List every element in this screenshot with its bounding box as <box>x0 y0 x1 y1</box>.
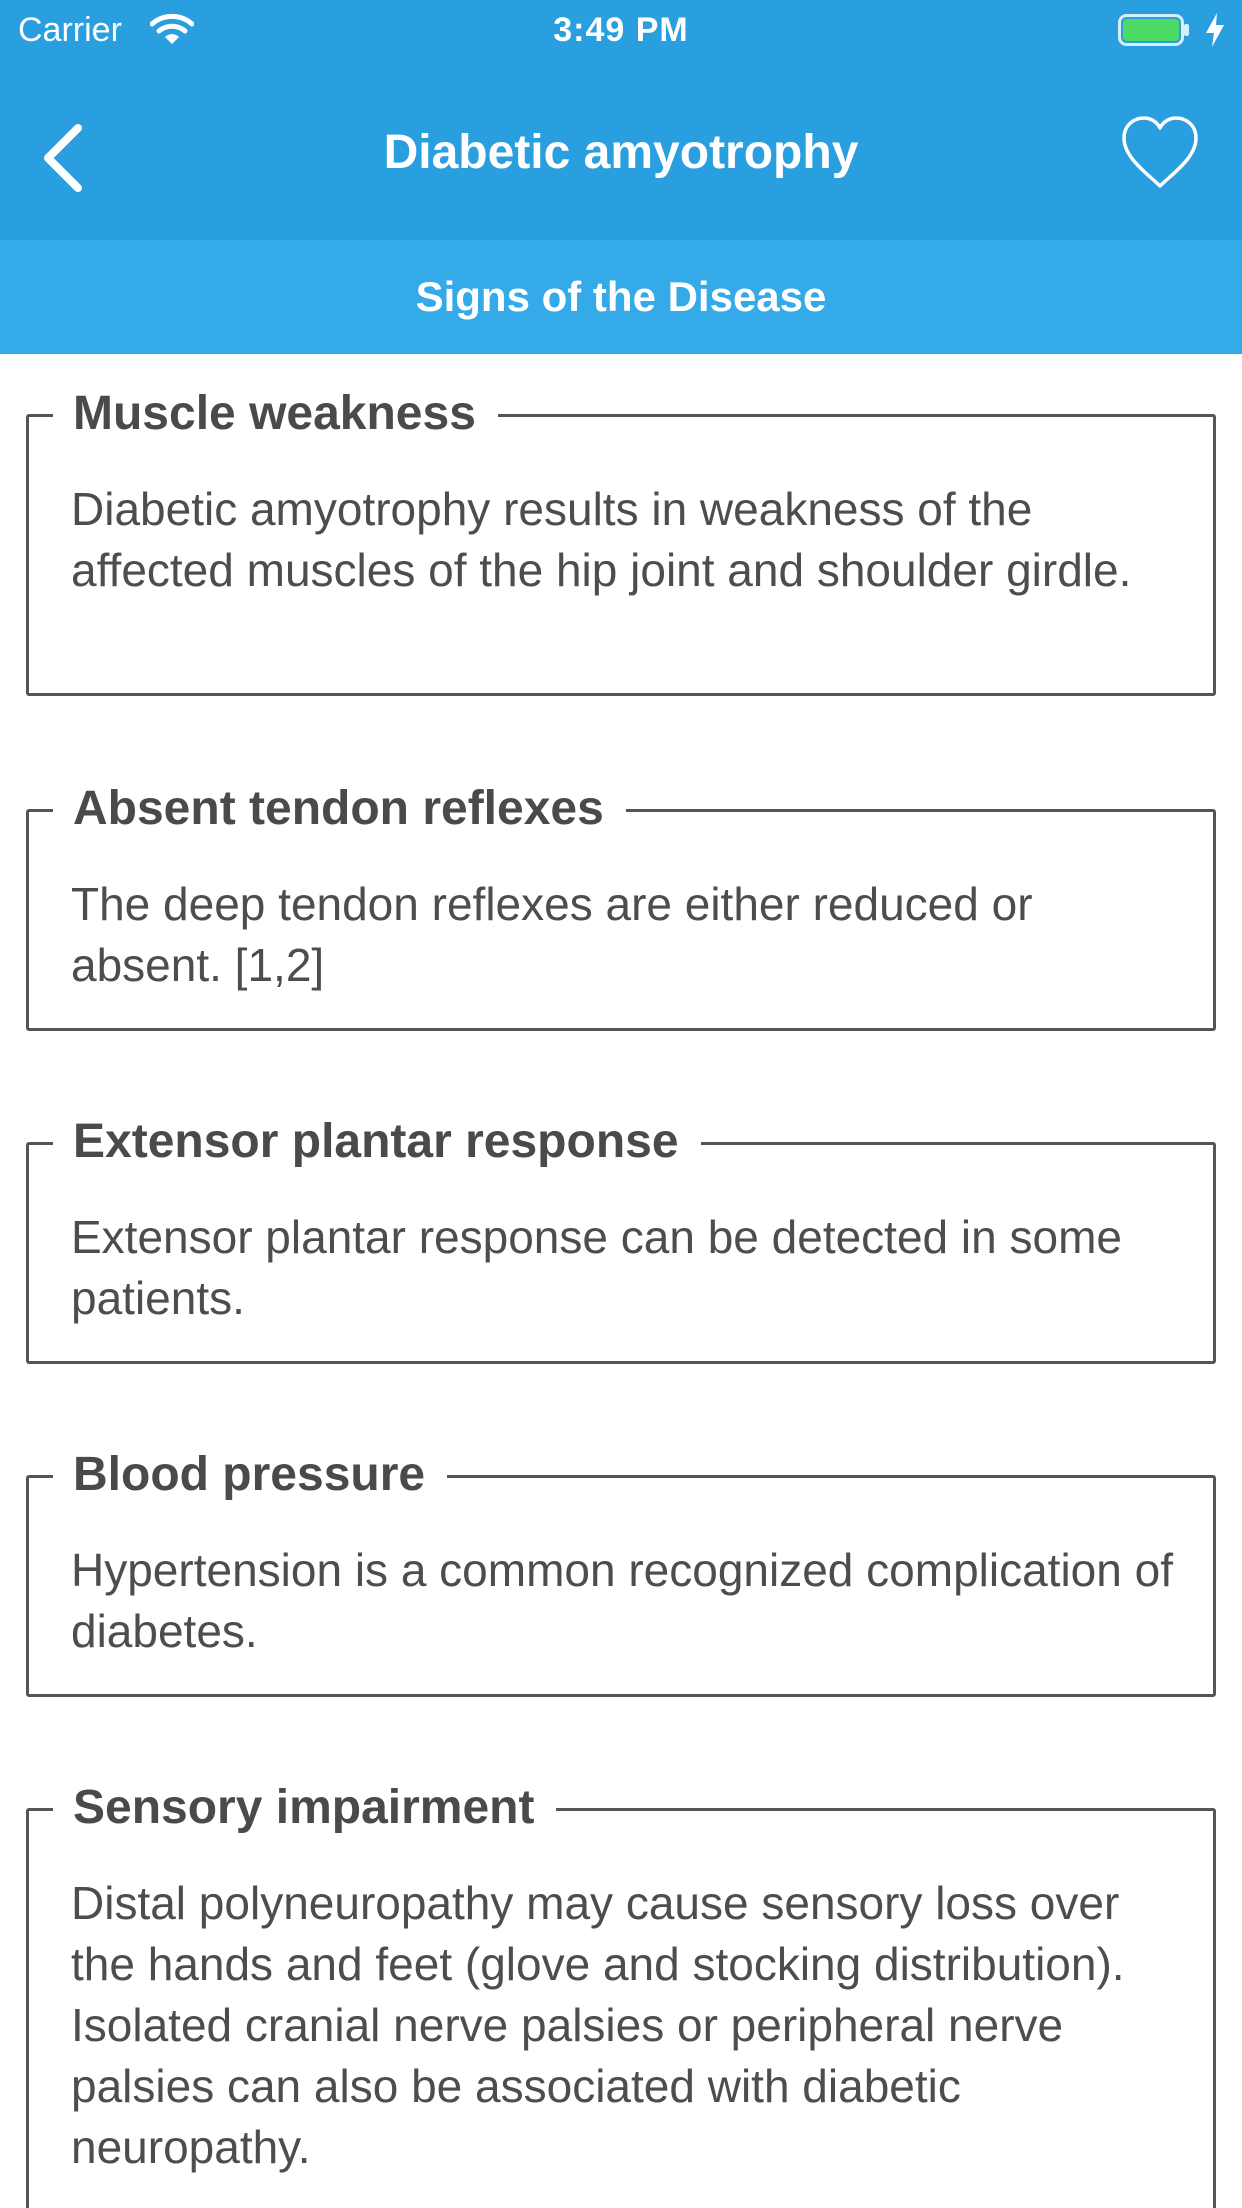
back-button[interactable] <box>30 110 100 200</box>
carrier-label: Carrier <box>18 11 122 49</box>
chevron-left-icon <box>30 110 100 200</box>
status-time: 3:49 PM <box>553 11 689 49</box>
card-title: Muscle weakness <box>53 381 498 447</box>
heart-outline-icon <box>1118 112 1202 196</box>
sign-card-extensor-plantar-response <box>26 1115 1216 1364</box>
card-title: Blood pressure <box>53 1442 447 1508</box>
navigation-bar <box>0 60 1242 240</box>
charging-bolt-icon <box>1204 12 1226 48</box>
section-header: Signs of the Disease <box>0 240 1242 354</box>
header <box>0 0 1242 240</box>
sign-card-blood-pressure <box>26 1448 1216 1697</box>
card-body: Distal polyneuropathy may cause sensory loss over the hands and feet (glove and stocking distribution). Isolated cranial nerve palsies or peripheral nerve palsies can also be associated with diabetic neuropathy. <box>71 1877 1125 2173</box>
card-body: The deep tendon reflexes are either reduced or absent. [1,2] <box>71 878 1033 991</box>
battery-icon <box>1118 14 1190 46</box>
page-title: Diabetic amyotrophy <box>383 126 859 179</box>
card-body: Extensor plantar response can be detected in some patients. <box>71 1211 1122 1324</box>
status-bar <box>0 0 1242 60</box>
sign-card-muscle-weakness <box>26 387 1216 696</box>
card-title: Sensory impairment <box>53 1775 556 1841</box>
card-body: Diabetic amyotrophy results in weakness of the affected muscles of the hip joint and shoulder girdle. <box>71 483 1132 596</box>
card-title: Extensor plantar response <box>53 1109 701 1175</box>
sign-card-absent-tendon-reflexes <box>26 782 1216 1031</box>
sign-card-sensory-impairment <box>26 1781 1216 2208</box>
card-title: Absent tendon reflexes <box>53 776 626 842</box>
favorite-button[interactable] <box>1118 112 1202 196</box>
card-body: Hypertension is a common recognized complication of diabetes. <box>71 1544 1173 1657</box>
